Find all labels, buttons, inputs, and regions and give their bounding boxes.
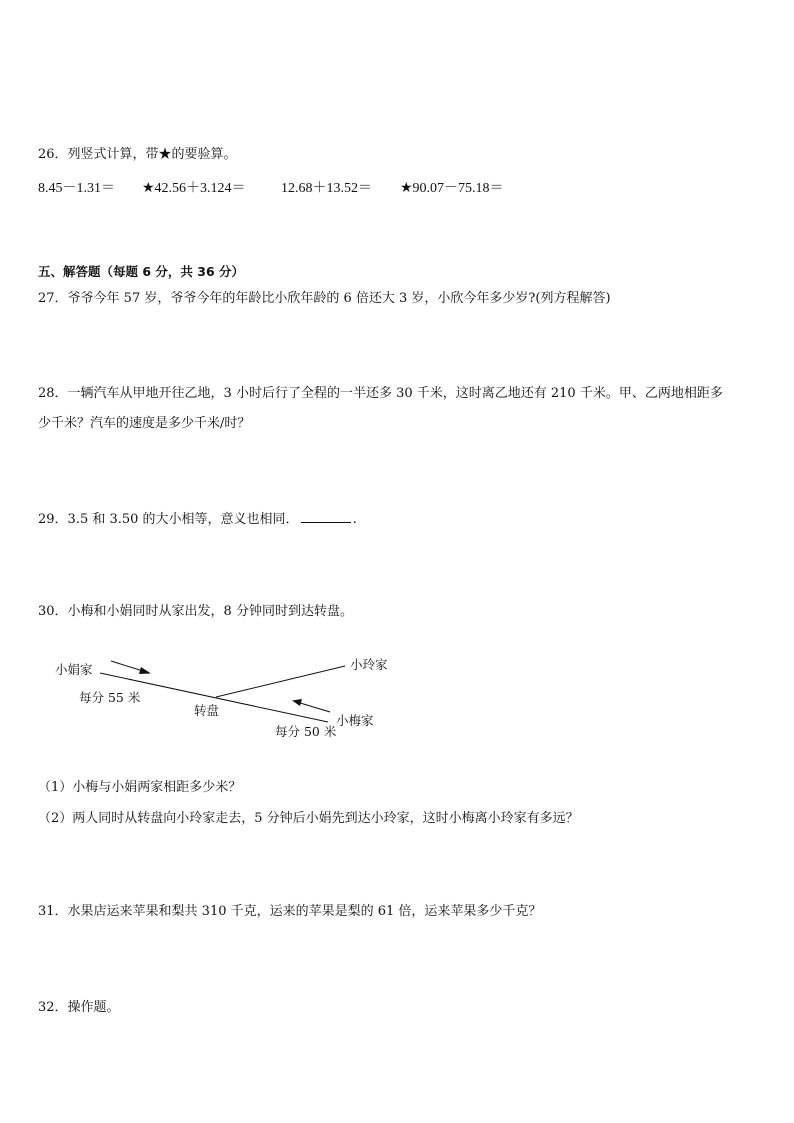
question-26: 26．列竖式计算，带★的要验算。: [38, 147, 237, 162]
label-roundabout: 转盘: [194, 703, 220, 718]
label-juan-home: 小娟家: [55, 662, 93, 677]
route-diagram: [0, 643, 794, 753]
label-speed-mei: 每分 50 米: [275, 724, 337, 739]
question-28-line-2: 少千米？汽车的速度是多少千米/时？: [38, 416, 251, 431]
question-32: 32．操作题。: [38, 1000, 120, 1015]
label-ling-home: 小玲家: [350, 657, 388, 672]
road-roundabout-to-ling: [216, 666, 345, 697]
question-30-sub-2: （2）两人同时从转盘向小玲家走去，5 分钟后小娟先到达小玲家，这时小梅离小玲家有多远？: [38, 811, 579, 826]
label-speed-juan: 每分 55 米: [79, 690, 141, 705]
question-30: 30．小梅和小娟同时从家出发，8 分钟同时到达转盘。: [38, 604, 353, 619]
label-mei-home: 小梅家: [336, 713, 374, 728]
question-29-text: 29．3.5 和 3.50 的大小相等，意义也相同．: [38, 512, 299, 527]
arrow-mei-head: [292, 699, 302, 706]
question-29-end: .: [352, 512, 357, 527]
question-31: 31．水果店运来苹果和梨共 310 千克，运来的苹果是梨的 61 倍，运来苹果多少千克？: [38, 904, 542, 919]
question-29: [38, 510, 357, 529]
answer-blank[interactable]: [301, 510, 351, 523]
question-28-line-1: 28．一辆汽车从甲地开往乙地，3 小时后行了全程的一半还多 30 千米，这时离乙地还有 210 千米。甲、乙两地相距多: [38, 386, 723, 401]
expression-3: 12.68＋13.52＝: [281, 181, 372, 196]
question-27: 27．爷爷今年 57 岁，爷爷今年的年龄比小欣年龄的 6 倍还大 3 岁，小欣今年多少岁?(列方程解答): [38, 291, 611, 306]
section-title: 五、解答题（每题 6 分，共 36 分）: [38, 264, 245, 279]
expression-1: 8.45－1.31＝: [38, 181, 115, 196]
question-30-sub-1: （1）小梅与小娟两家相距多少米？: [38, 780, 242, 795]
arrow-mei: [297, 702, 330, 712]
arrow-juan-head: [139, 667, 151, 674]
expression-2: ★42.56＋3.124＝: [142, 181, 246, 196]
expression-4: ★90.07－75.18＝: [400, 181, 504, 196]
